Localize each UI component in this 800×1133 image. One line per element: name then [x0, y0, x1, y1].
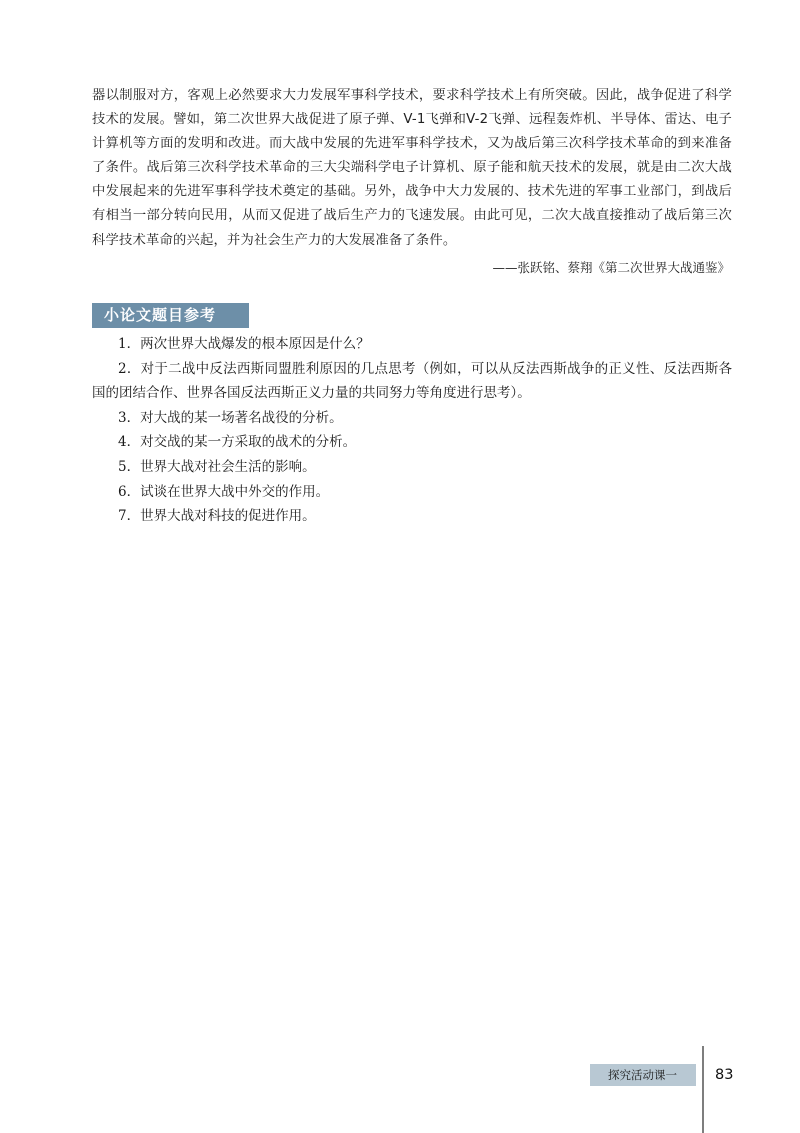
- essay-topic-item: 3．对大战的某一场著名战役的分析。: [118, 409, 343, 426]
- chapter-label: 探究活动课一: [590, 1064, 696, 1086]
- essay-topic-item: 5．世界大战对社会生活的影响。: [118, 458, 316, 475]
- quote-paragraph: 器以制服对方，客观上必然要求大力发展军事科学技术，要求科学技术上有所突破。因此，战争促进了科学技术的发展。譬如，第二次世界大战促进了原子弹、V-1飞弹和V-2飞弹、远程轰炸机、半导体、雷达、电子计算机等方面的发明和改进。而大战中发展的先进军事科学技术，又为战后第三次科学技术革命的到来准备了条件。战后第三次科学技术革命的三大尖端科学电子计算机、原子能和航天技术的发展，就是由二次大战中发展起来的先进军事科学技术奠定的基础。另外，战争中大力发展的、技术先进的军事工业部门，到战后有相当一部分转向民用，从而又促进了战后生产力的飞速发展。由此可见，二次大战直接推动了战后第三次科学技术革命的兴起，并为社会生产力的大发展准备了条件。: [92, 88, 732, 248]
- essay-topic-item: 4．对交战的某一方采取的战术的分析。: [118, 434, 357, 451]
- section-title: 小论文题目参考: [92, 303, 249, 328]
- essay-topic-item: 6．试谈在世界大战中外交的作用。: [118, 483, 330, 500]
- essay-topic-item: 1．两次世界大战爆发的根本原因是什么？: [118, 336, 370, 352]
- page-number: 83: [715, 1067, 734, 1083]
- essay-topic-list: [92, 332, 732, 529]
- essay-topic-item: 7．世界大战对科技的促进作用。: [118, 508, 316, 525]
- footer-divider: [702, 1046, 704, 1133]
- essay-topic-item: 2．对于二战中反法西斯同盟胜利原因的几点思考（例如，可以从反法西斯战争的正义性、反法西斯各国的团结合作、世界各国反法西斯正义力量的共同努力等角度进行思考）。: [92, 360, 732, 402]
- quote-source: ——张跃铭、蔡翔《第二次世界大战通鉴》: [492, 260, 730, 275]
